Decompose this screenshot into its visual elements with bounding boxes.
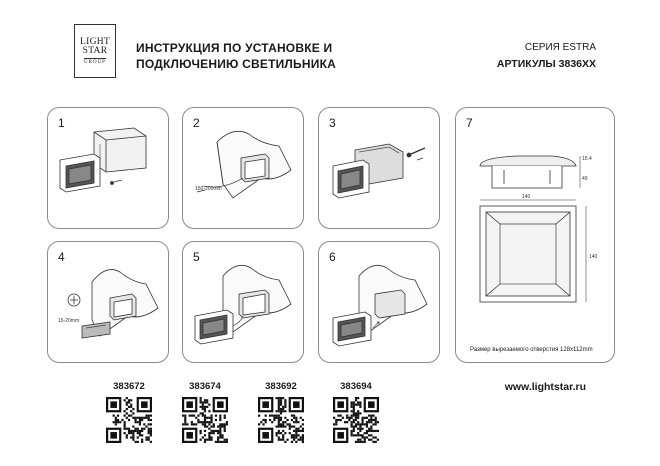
product-article-3: 383692 xyxy=(265,381,297,392)
step-number: 6 xyxy=(329,250,336,264)
product-article-4: 383694 xyxy=(340,381,372,392)
dimensions-panel xyxy=(455,107,615,363)
step-2-panel xyxy=(182,107,304,229)
logo-line-2: STAR xyxy=(82,46,108,56)
step-1-illustration xyxy=(48,108,170,230)
step-number: 5 xyxy=(193,250,200,264)
dimensions-drawing xyxy=(456,108,616,364)
logo-line-3: GROUP xyxy=(84,59,106,65)
step-1-panel xyxy=(47,107,169,229)
step-3-panel xyxy=(318,107,440,229)
qr-code-383694[interactable] xyxy=(333,397,379,443)
step-5-illustration xyxy=(183,242,305,364)
title-line-1: ИНСТРУКЦИЯ ПО УСТАНОВКЕ И xyxy=(136,41,333,55)
dim-body-depth: 49 xyxy=(582,176,588,182)
step-4-illustration xyxy=(48,242,170,364)
step-number: 3 xyxy=(329,116,336,130)
step-number: 4 xyxy=(58,250,65,264)
qr-code-383672[interactable] xyxy=(106,397,152,443)
step-5-panel xyxy=(182,241,304,363)
step-6-panel xyxy=(318,241,440,363)
product-article-2: 383674 xyxy=(189,381,221,392)
strip-length-label: 15-20mm xyxy=(58,318,80,324)
series-info xyxy=(497,40,596,72)
step-number: 2 xyxy=(193,116,200,130)
cable-length-label: 150-200mm xyxy=(195,186,222,192)
product-article-1: 383672 xyxy=(113,381,145,392)
qr-code-383674[interactable] xyxy=(182,397,228,443)
logo-line-1: LIGHT xyxy=(80,36,110,47)
qr-code-383692[interactable] xyxy=(258,397,304,443)
dim-width: 140 xyxy=(522,194,531,200)
step-2-illustration xyxy=(183,108,305,230)
step-number: 7 xyxy=(466,116,473,130)
series-name: СЕРИЯ ESTRA xyxy=(524,42,596,53)
step-number: 1 xyxy=(58,116,65,130)
step-6-illustration xyxy=(319,242,441,364)
dim-rim-depth: 15.4 xyxy=(582,156,592,162)
document-title xyxy=(136,40,336,72)
title-line-2: ПОДКЛЮЧЕНИЮ СВЕТИЛЬНИКА xyxy=(136,57,336,71)
cutout-caption: Размер вырезаемого отверстия 128x112mm xyxy=(470,347,593,353)
website-link[interactable]: www.lightstar.ru xyxy=(504,381,586,393)
step-3-illustration xyxy=(319,108,441,230)
article-range: АРТИКУЛЫ 3836XX xyxy=(496,58,596,70)
step-4-panel xyxy=(47,241,169,363)
brand-logo xyxy=(74,24,116,78)
dim-height: 140 xyxy=(589,254,598,260)
